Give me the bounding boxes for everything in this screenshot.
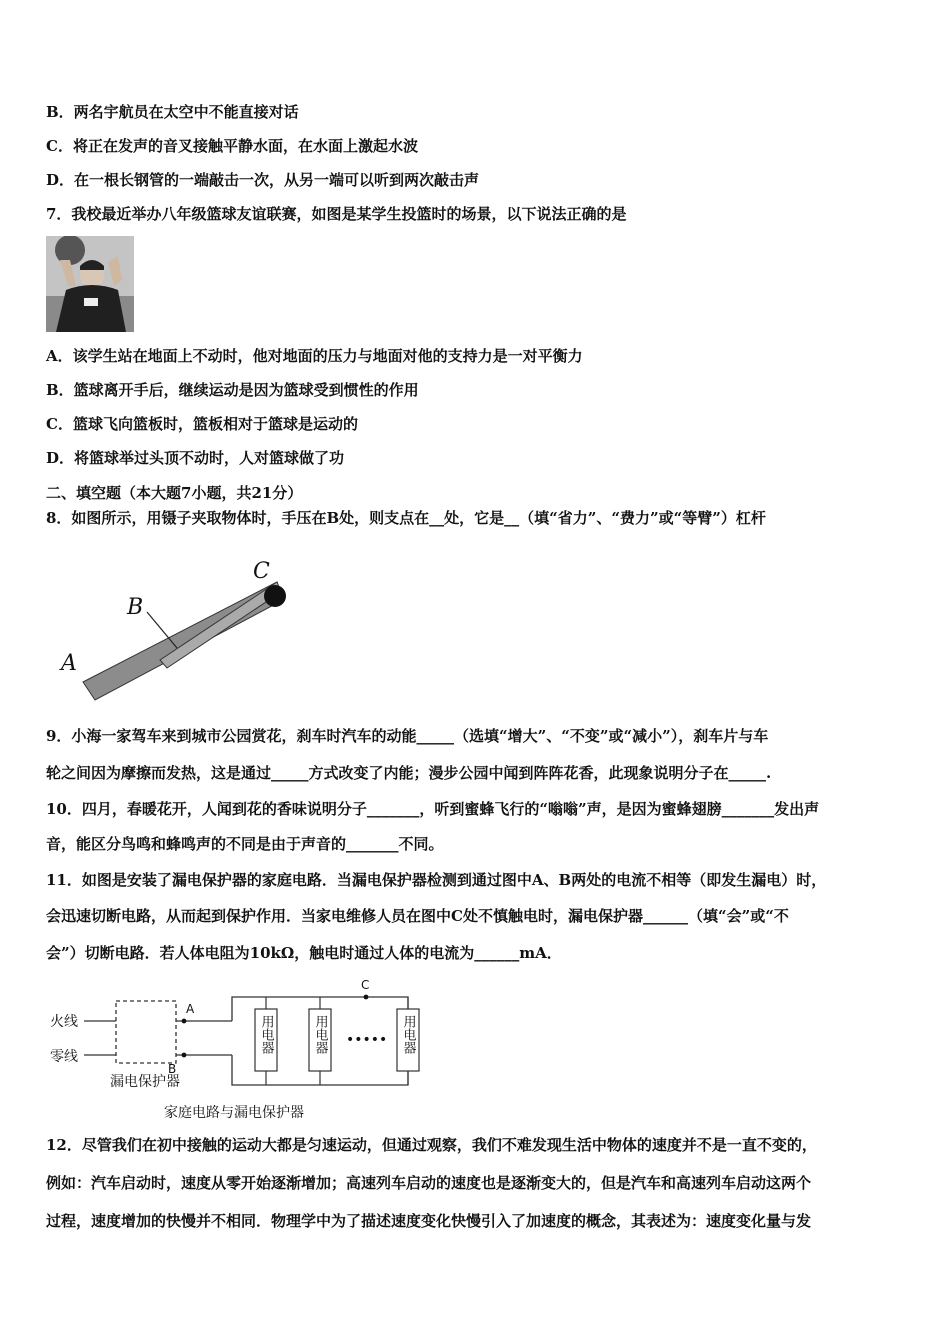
line-q7d: D．将篮球举过头顶不动时，人对篮球做了功 xyxy=(46,449,345,467)
line-q8: 8．如图所示，用镊子夹取物体时，手压在B处，则支点在__处，它是__（填“省力”、“费力”或“等臂”）杠杆 xyxy=(46,509,766,527)
line-q10-2: 音，能区分鸟鸣和蜂鸣声的不同是由于声音的_______不同。 xyxy=(46,835,444,853)
neutral-wire-label: 零线 xyxy=(50,1049,78,1065)
label-c: C xyxy=(253,559,270,584)
live-wire-label: 火线 xyxy=(50,1014,78,1030)
label-a: A xyxy=(61,651,77,676)
line-q10-1: 10．四月，春暖花开，人闻到花的香味说明分子_______，听到蜜蜂飞行的“嗡嗡”声，是因为蜜蜂翅膀_______发出声 xyxy=(46,800,820,818)
line-q11-1: 11．如图是安装了漏电保护器的家庭电路．当漏电保护器检测到通过图中A、B两处的电流不相等（即发生漏电）时， xyxy=(46,871,827,889)
line-q11-2: 会迅速切断电路，从而起到保护作用．当家电维修人员在图中C处不慎触电时，漏电保护器______（填“会”或“不 xyxy=(46,907,789,925)
line-q12-1: 12．尽管我们在初中接触的运动大都是匀速运动，但通过观察，我们不难发现生活中物体的速度并不是一直不变的， xyxy=(46,1136,817,1154)
line-q7a: A．该学生站在地面上不动时，他对地面的压力与地面对他的支持力是一对平衡力 xyxy=(46,347,583,365)
line-q7: 7．我校最近举办八年级篮球友谊联赛，如图是某学生投篮时的场景，以下说法正确的是 xyxy=(46,205,627,223)
point-a-label: A xyxy=(186,1002,195,1016)
appliance-label-3: 用电器 xyxy=(400,1015,416,1054)
point-c-label: C xyxy=(361,978,370,992)
line-q6b: B．两名宇航员在太空中不能直接对话 xyxy=(46,103,299,121)
line-q7c: C．篮球飞向篮板时，篮板相对于篮球是运动的 xyxy=(46,415,358,433)
basketball-player-photo xyxy=(46,236,134,332)
line-q12-2: 例如：汽车启动时，速度从零开始逐渐增加；高速列车启动的速度也是逐渐变大的，但是汽车和高速列车启动这两个 xyxy=(46,1174,812,1192)
protector-label: 漏电保护器 xyxy=(110,1074,180,1090)
line-q6c: C．将正在发声的音叉接触平静水面，在水面上激起水波 xyxy=(46,137,418,155)
ellipsis-dots: ••••• xyxy=(346,1032,388,1048)
line-q11-3: 会”）切断电路．若人体电阻为10kΩ，触电时通过人体的电流为______mA． xyxy=(46,944,562,962)
line-q9-2: 轮之间因为摩擦而发热，这是通过_____方式改变了内能；漫步公园中闻到阵阵花香，此现象说明分子在_____. xyxy=(46,764,772,782)
section-heading: 二、填空题（本大题7小题，共21分） xyxy=(46,484,303,502)
point-b-label: B xyxy=(168,1062,177,1076)
tweezers-figure xyxy=(55,552,300,712)
circuit-caption: 家庭电路与漏电保护器 xyxy=(164,1105,304,1121)
line-q6d: D．在一根长钢管的一端敲击一次，从另一端可以听到两次敲击声 xyxy=(46,171,480,189)
label-b: B xyxy=(127,595,144,620)
line-q12-3: 过程，速度增加的快慢并不相同．物理学中为了描述速度变化快慢引入了加速度的概念，其表述为：速度变化量与发 xyxy=(46,1212,812,1230)
appliance-label-1: 用电器 xyxy=(258,1015,274,1054)
line-q9-1: 9．小海一家驾车来到城市公园赏花，刹车时汽车的动能_____（选填“增大”、“不变”或“减小”），刹车片与车 xyxy=(46,727,769,745)
appliance-label-2: 用电器 xyxy=(312,1015,328,1054)
circuit-figure xyxy=(44,975,444,1125)
line-q7b: B．篮球离开手后，继续运动是因为篮球受到惯性的作用 xyxy=(46,381,419,399)
